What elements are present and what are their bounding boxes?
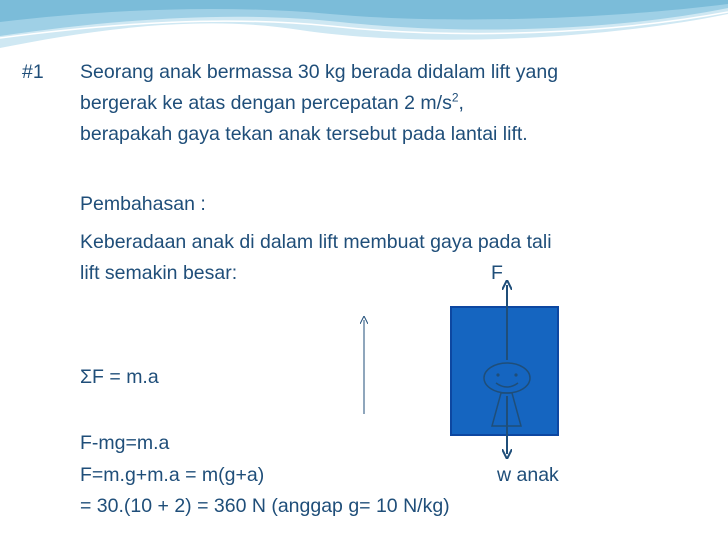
force-up-label: F xyxy=(491,262,503,284)
child-face xyxy=(484,363,530,393)
problem-line-2 xyxy=(80,89,464,117)
child-smile xyxy=(496,383,518,387)
child-body xyxy=(492,393,521,426)
header-wave-decoration xyxy=(0,0,728,60)
problem-line-1: Seorang anak bermassa 30 kg berada didalam lift yang xyxy=(80,61,559,83)
equation-force-solve: F=m.g+m.a = m(g+a) xyxy=(80,464,265,486)
problem-number: #1 xyxy=(22,61,44,83)
child-figure xyxy=(484,363,530,426)
problem-line-2-end: , xyxy=(458,92,464,114)
problem-line-2-text: bergerak ke atas dengan percepatan 2 m/s xyxy=(80,92,452,114)
equation-newton-second-law: ΣF = m.a xyxy=(80,366,159,388)
child-left-eye xyxy=(496,373,499,376)
solution-line-1: Keberadaan anak di dalam lift membuat gaya pada tali xyxy=(80,231,552,253)
child-right-eye xyxy=(514,373,517,376)
force-down-label: w anak xyxy=(497,464,559,486)
equation-force-balance: F-mg=m.a xyxy=(80,432,170,454)
equation-result: = 30.(10 + 2) = 360 N (anggap g= 10 N/kg) xyxy=(80,495,450,517)
lift-box xyxy=(451,307,558,435)
solution-line-2: lift semakin besar: xyxy=(80,262,238,284)
superscript-exponent: 2 xyxy=(451,90,459,105)
problem-line-3: berapakah gaya tekan anak tersebut pada lantai lift. xyxy=(80,123,528,145)
solution-heading: Pembahasan : xyxy=(80,193,206,215)
